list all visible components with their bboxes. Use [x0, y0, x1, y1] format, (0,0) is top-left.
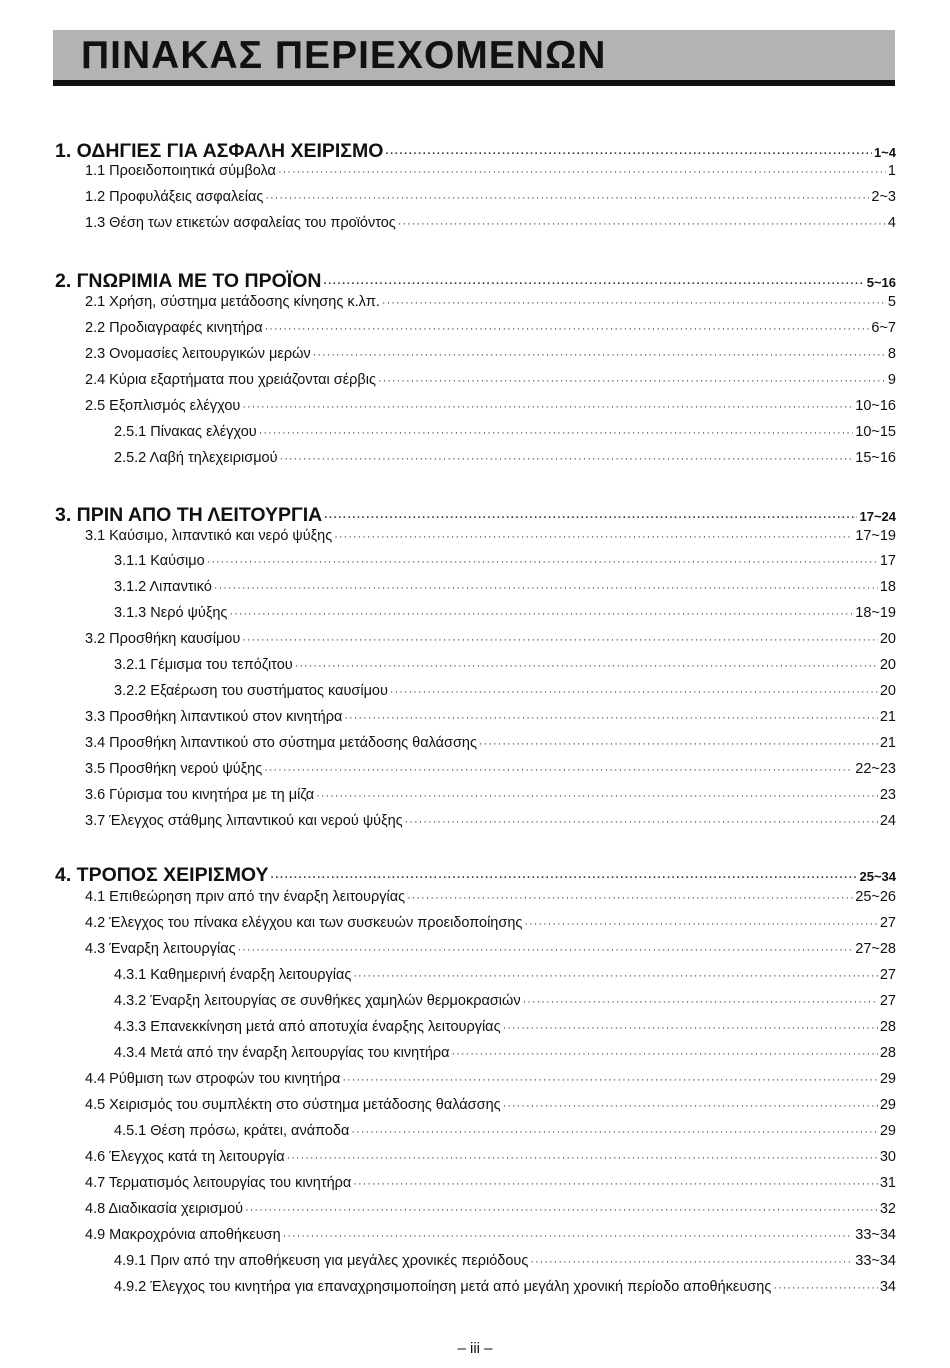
toc-entry[interactable] — [0, 1097, 896, 1113]
toc-entry-label: 3.2.2 Εξαέρωση του συστήματος καυσίμου — [114, 683, 388, 699]
dot-leader — [295, 660, 878, 672]
toc-entry-label: 4.9 Μακροχρόνια αποθήκευση — [85, 1227, 281, 1243]
toc-entry-page: 30 — [879, 1149, 896, 1165]
toc-entry-page: 32 — [879, 1201, 896, 1217]
dot-leader — [264, 764, 853, 776]
dot-leader — [245, 1204, 878, 1216]
toc-entry-page: 21 — [879, 709, 896, 725]
dot-leader — [214, 582, 878, 594]
toc-entry[interactable] — [0, 372, 896, 388]
dot-leader — [242, 634, 878, 646]
toc-entry-page: 10~16 — [855, 398, 896, 414]
dot-leader — [503, 1100, 878, 1112]
toc-entry-page: 29 — [879, 1071, 896, 1087]
toc-entry-label: 3.5 Προσθήκη νερού ψύξης — [85, 761, 263, 777]
toc-entry-label: 3.1.1 Καύσιμο — [114, 553, 205, 569]
dot-leader — [479, 738, 878, 750]
toc-entry[interactable] — [0, 450, 896, 466]
toc-entry[interactable] — [0, 941, 896, 957]
toc-entry-page: 34 — [879, 1279, 896, 1295]
toc-entry-label: 2.3 Ονομασίες λειτουργικών μερών — [85, 346, 311, 362]
dot-leader — [316, 790, 878, 802]
toc-entry-page: 27 — [879, 967, 896, 983]
toc-entry-label: 4.1 Επιθεώρηση πριν από την έναρξη λειτουργίας — [85, 889, 406, 905]
toc-entry-label: 4.3.3 Επανεκκίνηση μετά από αποτυχία έναρξης λειτουργίας — [114, 1019, 501, 1035]
dot-leader — [353, 1178, 878, 1190]
toc-entry[interactable] — [0, 163, 896, 179]
toc-entry[interactable] — [0, 1149, 896, 1165]
dot-leader — [342, 1074, 878, 1086]
toc-entry-page: 20 — [879, 657, 896, 673]
toc-entry-label: 4.2 Έλεγχος του πίνακα ελέγχου και των συσκευών προειδοποίησης — [85, 915, 523, 931]
dot-leader — [382, 297, 886, 309]
toc-entry-page: 29 — [879, 1123, 896, 1139]
toc-entry-page: 27~28 — [855, 941, 896, 957]
toc-entry-page: 17~19 — [855, 528, 896, 544]
toc-entry[interactable] — [0, 657, 896, 673]
toc-entry[interactable] — [0, 735, 896, 751]
toc-entry-label: 3.6 Γύρισμα του κινητήρα με τη μίζα — [85, 787, 315, 803]
toc-entry-page: 28 — [879, 1019, 896, 1035]
toc-entry-label: 4.3.2 Έναρξη λειτουργίας σε συνθήκες χαμηλών θερμοκρασιών — [114, 993, 521, 1009]
toc-entry-page: 10~15 — [855, 424, 896, 440]
dot-leader — [353, 970, 877, 982]
toc-entry[interactable] — [0, 528, 896, 544]
toc-entry-label: 4.5 Χειρισμός του συμπλέκτη στο σύστημα μετάδοσης θαλάσσης — [85, 1097, 501, 1113]
toc-entry-label: 4.3 Έναρξη λειτουργίας — [85, 941, 236, 957]
toc-entry-page: 22~23 — [855, 761, 896, 777]
toc-entry-label: 3.2.1 Γέμισμα του τεπόζιτου — [114, 657, 293, 673]
toc-entry-label: 4.9.2 Έλεγχος του κινητήρα για επαναχρησιμοποίηση μετά από μεγάλη χρονική περίοδο αποθήκευσης — [114, 1279, 772, 1295]
toc-entry-page: 23 — [879, 787, 896, 803]
dot-leader — [283, 1230, 854, 1242]
toc-entry[interactable] — [0, 294, 896, 310]
toc-entry-page: 1~4 — [873, 145, 896, 160]
toc-entry[interactable] — [0, 504, 896, 527]
toc-entry-page: 18~19 — [855, 605, 896, 621]
dot-leader — [530, 1256, 853, 1268]
toc-entry-label: 3.1 Καύσιμο, λιπαντικό και νερό ψύξης — [85, 528, 333, 544]
toc-entry-label: 4.3.4 Μετά από την έναρξη λειτουργίας του κινητήρα — [114, 1045, 450, 1061]
dot-leader — [523, 996, 878, 1008]
toc-entry[interactable] — [0, 915, 896, 931]
toc-entry[interactable] — [0, 215, 896, 231]
toc-entry-page: 27 — [879, 993, 896, 1009]
toc-entry-label: 2.1 Χρήση, σύστημα μετάδοσης κίνησης κ.λπ. — [85, 294, 380, 310]
toc-entry-label: 1.2 Προφυλάξεις ασφαλείας — [85, 189, 264, 205]
toc-entry[interactable] — [0, 1175, 896, 1191]
toc-entry-page: 33~34 — [855, 1253, 896, 1269]
toc-entry-label: 3. ΠΡΙΝ ΑΠΟ ΤΗ ΛΕΙΤΟΥΡΓΙΑ — [55, 504, 323, 526]
toc-entry-page: 20 — [879, 683, 896, 699]
toc-entry-page: 28 — [879, 1045, 896, 1061]
toc-entry[interactable] — [0, 270, 896, 293]
toc-entry-label: 3.1.2 Λιπαντικό — [114, 579, 212, 595]
toc-entry[interactable] — [0, 1279, 896, 1295]
toc-entry[interactable] — [0, 813, 896, 829]
toc-entry-label: 1. ΟΔΗΓΙΕΣ ΓΙΑ ΑΣΦΑΛΗ ΧΕΙΡΙΣΜΟ — [55, 140, 384, 162]
toc-entry[interactable] — [0, 709, 896, 725]
toc-entry[interactable] — [0, 683, 896, 699]
toc-entry-page: 21 — [879, 735, 896, 751]
toc-entry-label: 2.5 Εξοπλισμός ελέγχου — [85, 398, 241, 414]
toc-entry-label: 4.7 Τερματισμός λειτουργίας του κινητήρα — [85, 1175, 352, 1191]
toc-entry-label: 3.7 Έλεγχος στάθμης λιπαντικού και νερού ψύξης — [85, 813, 403, 829]
toc-entry-page: 15~16 — [855, 450, 896, 466]
toc-entry-page: 4 — [887, 215, 896, 231]
toc-entry-page: 31 — [879, 1175, 896, 1191]
toc-entry-label: 2.5.2 Λαβή τηλεχειρισμού — [114, 450, 278, 466]
toc-entry-page: 29 — [879, 1097, 896, 1113]
toc-entry[interactable] — [0, 346, 896, 362]
dot-leader — [344, 712, 877, 724]
dot-leader — [242, 401, 853, 413]
toc-entry-label: 2.5.1 Πίνακας ελέγχου — [114, 424, 257, 440]
toc-entry[interactable] — [0, 1201, 896, 1217]
toc-entry-label: 4. ΤΡΟΠΟΣ ΧΕΙΡΙΣΜΟΥ — [55, 864, 269, 886]
toc-entry-page: 25~34 — [859, 869, 896, 884]
toc-entry[interactable] — [0, 605, 896, 621]
toc-entry[interactable] — [0, 761, 896, 777]
toc-entry-label: 1.1 Προειδοποιητικά σύμβολα — [85, 163, 276, 179]
dot-leader — [238, 944, 854, 956]
dot-leader — [773, 1282, 878, 1294]
dot-leader — [259, 427, 854, 439]
toc-entry[interactable] — [0, 140, 896, 163]
dot-leader — [405, 816, 878, 828]
toc-entry[interactable] — [0, 189, 896, 205]
toc-entry-label: 2. ΓΝΩΡΙΜΙΑ ΜΕ ΤΟ ΠΡΟΪΟΝ — [55, 270, 322, 292]
dot-leader — [398, 218, 886, 230]
dot-leader — [390, 686, 878, 698]
toc-entry-page: 2~3 — [871, 189, 896, 205]
toc-entry-label: 2.4 Κύρια εξαρτήματα που χρειάζονται σέρβις — [85, 372, 376, 388]
dot-leader — [287, 1152, 878, 1164]
page-number: – iii – — [457, 1340, 493, 1357]
toc-entry[interactable] — [0, 889, 896, 905]
toc-entry-label: 1.3 Θέση των ετικετών ασφαλείας του προϊόντος — [85, 215, 396, 231]
toc-entry[interactable] — [0, 553, 896, 569]
toc-entry-label: 4.8 Διαδικασία χειρισμού — [85, 1201, 244, 1217]
dot-leader — [407, 892, 853, 904]
toc-entry-label: 4.4 Ρύθμιση των στροφών του κινητήρα — [85, 1071, 341, 1087]
toc-entry-label: 3.2 Προσθήκη καυσίμου — [85, 631, 241, 647]
toc-entry[interactable] — [0, 1123, 896, 1139]
toc-entry-label: 4.5.1 Θέση πρόσω, κράτει, ανάποδα — [114, 1123, 350, 1139]
toc-entry[interactable] — [0, 1045, 896, 1061]
title-banner — [53, 30, 895, 86]
toc-entry-page: 18 — [879, 579, 896, 595]
dot-leader — [385, 148, 872, 160]
toc-entry-page: 5 — [887, 294, 896, 310]
toc-entry[interactable] — [0, 1071, 896, 1087]
toc-entry-page: 8 — [887, 346, 896, 362]
toc-entry[interactable] — [0, 1227, 896, 1243]
dot-leader — [271, 872, 858, 884]
dot-leader — [378, 375, 886, 387]
toc-entry-label: 3.4 Προσθήκη λιπαντικού στο σύστημα μετάδοσης θαλάσσης — [85, 735, 477, 751]
toc-entry[interactable] — [0, 424, 896, 440]
dot-leader — [452, 1048, 878, 1060]
toc-entry[interactable] — [0, 631, 896, 647]
dot-leader — [313, 349, 886, 361]
toc-entry[interactable] — [0, 398, 896, 414]
dot-leader — [323, 278, 864, 290]
toc-entry-page: 1 — [887, 163, 896, 179]
dot-leader — [278, 166, 886, 178]
toc-entry-page: 25~26 — [855, 889, 896, 905]
toc-entry-page: 24 — [879, 813, 896, 829]
dot-leader — [229, 608, 853, 620]
toc-entry[interactable] — [0, 864, 896, 887]
toc-entry-label: 3.1.3 Νερό ψύξης — [114, 605, 228, 621]
dot-leader — [324, 512, 857, 524]
toc-entry[interactable] — [0, 967, 896, 983]
dot-leader — [351, 1126, 877, 1138]
toc-entry-page: 33~34 — [855, 1227, 896, 1243]
page-title: ΠΙΝΑΚΑΣ ΠΕΡΙΕΧΟΜΕΝΩΝ — [81, 34, 607, 77]
toc-entry[interactable] — [0, 579, 896, 595]
toc-entry-label: 2.2 Προδιαγραφές κινητήρα — [85, 320, 263, 336]
toc-entry-page: 6~7 — [871, 320, 896, 336]
dot-leader — [503, 1022, 878, 1034]
toc-entry-page: 27 — [879, 915, 896, 931]
toc-entry[interactable] — [0, 993, 896, 1009]
toc-entry-page: 17~24 — [859, 509, 896, 524]
toc-entry-label: 4.9.1 Πριν από την αποθήκευση για μεγάλες χρονικές περιόδους — [114, 1253, 529, 1269]
toc-entry-page: 9 — [887, 372, 896, 388]
toc-entry-page: 20 — [879, 631, 896, 647]
toc-entry-label: 4.3.1 Καθημερινή έναρξη λειτουργίας — [114, 967, 352, 983]
dot-leader — [524, 918, 877, 930]
toc-entry-label: 3.3 Προσθήκη λιπαντικού στον κινητήρα — [85, 709, 343, 725]
toc-entry-page: 5~16 — [866, 275, 896, 290]
toc-entry-page: 17 — [879, 553, 896, 569]
dot-leader — [265, 323, 870, 335]
toc-entry[interactable] — [0, 320, 896, 336]
toc-entry[interactable] — [0, 787, 896, 803]
dot-leader — [280, 453, 854, 465]
toc-entry-label: 4.6 Έλεγχος κατά τη λειτουργία — [85, 1149, 285, 1165]
dot-leader — [265, 192, 869, 204]
dot-leader — [334, 531, 853, 543]
dot-leader — [207, 556, 878, 568]
toc-entry[interactable] — [0, 1019, 896, 1035]
toc-entry[interactable] — [0, 1253, 896, 1269]
